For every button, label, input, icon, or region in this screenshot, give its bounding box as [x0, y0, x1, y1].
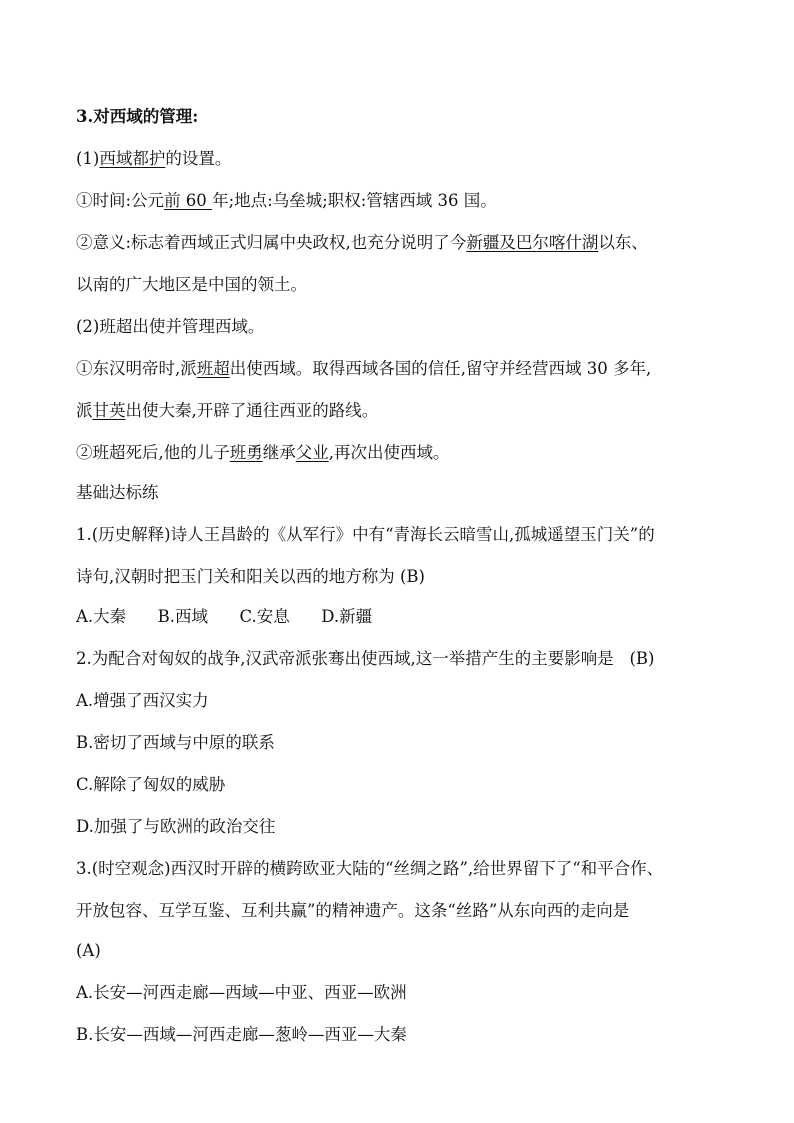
question-3-line-2: 开放包容、互学互鉴、互利共赢”的精神遗产。这条“丝路”从东向西的走向是	[76, 901, 630, 920]
subsection-1-significance	[76, 232, 648, 254]
question-3-answer: (A)	[76, 941, 101, 960]
text: ①时间:公元	[76, 191, 165, 210]
subsection-2-title: (2)班超出使并管理西域。	[76, 317, 265, 336]
text: ②班超死后,他的儿子	[76, 443, 230, 462]
underlined-answer: 前 60	[164, 191, 213, 210]
subsection-1-title	[76, 148, 231, 170]
question-2-option-d: D.加强了与欧洲的政治交往	[76, 817, 276, 836]
question-1-options: A.大秦 B.西域 C.安息 D.新疆	[76, 607, 373, 626]
subsection-2-line-3	[76, 442, 450, 464]
question-2-stem: 2.为配合对匈奴的战争,汉武帝派张骞出使西域,这一举措产生的主要影响是 (B)	[76, 649, 655, 668]
underlined-answer: 父业	[295, 443, 329, 462]
question-2-option-c: C.解除了匈奴的威胁	[76, 775, 226, 794]
question-3-option-b: B.长安—西域—河西走廊—葱岭—西亚—大秦	[76, 1025, 407, 1044]
question-1-line-2: 诗句,汉朝时把玉门关和阳关以西的地方称为 (B)	[76, 567, 425, 586]
question-2-option-a: A.增强了西汉实力	[76, 691, 209, 710]
exercise-title: 基础达标练	[76, 483, 159, 502]
text: 继承	[262, 443, 296, 462]
text: (1)	[76, 149, 100, 168]
question-2-option-b: B.密切了西域与中原的联系	[76, 733, 275, 752]
subsection-2-line-2	[76, 400, 378, 422]
text: 年;地点:乌垒城;职权:管辖西域 36 国。	[212, 191, 497, 210]
underlined-answer: 西域都护	[99, 149, 166, 168]
text: 的设置。	[165, 149, 232, 168]
text: 出使西域。取得西域各国的信任,留守并经营西域 30 多年,	[229, 359, 652, 378]
question-3-line-1: 3.(时空观念)西汉时开辟的横跨欧亚大陆的“丝绸之路”,给世界留下了“和平合作、	[76, 859, 664, 878]
subsection-1-significance-cont: 以南的广大地区是中国的领土。	[76, 275, 307, 294]
text: ,再次出使西域。	[328, 443, 450, 462]
question-3-option-a: A.长安—河西走廊—西域—中亚、西亚—欧洲	[76, 983, 407, 1002]
subsection-1-time	[76, 190, 497, 212]
question-1-line-1: 1.(历史解释)诗人王昌龄的《从军行》中有“青海长云暗雪山,孤城遥望玉门关”的	[76, 525, 655, 544]
text: 出使大秦,开辟了通往西亚的路线。	[125, 401, 379, 420]
text: 以东、	[598, 233, 648, 252]
subsection-2-line-1	[76, 358, 651, 380]
underlined-answer: 班超	[196, 359, 230, 378]
section-heading: 3.对西域的管理:	[76, 107, 199, 126]
underlined-answer: 班勇	[229, 443, 263, 462]
text: 派	[76, 401, 93, 420]
text: ②意义:标志着西域正式归属中央政权,也充分说明了今	[76, 233, 467, 252]
underlined-answer: 甘英	[92, 401, 126, 420]
text: ①东汉明帝时,派	[76, 359, 197, 378]
underlined-answer: 新疆及巴尔喀什湖	[466, 233, 599, 252]
